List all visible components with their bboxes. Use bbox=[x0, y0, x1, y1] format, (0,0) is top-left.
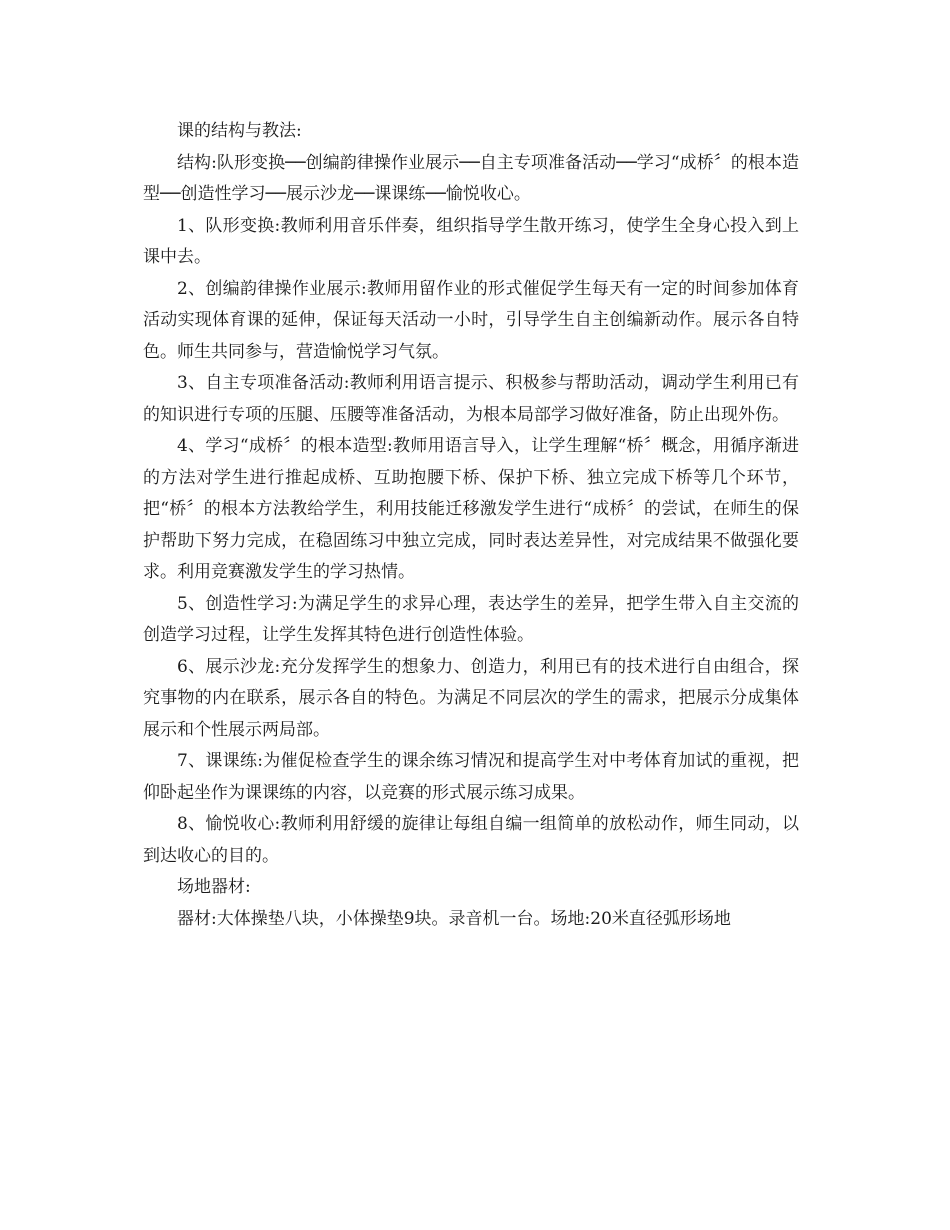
paragraph-step-7: 7、课课练:为催促检查学生的课余练习情况和提高学生对中考体育加试的重视，把仰卧起坐作为课课练的内容，以竞赛的形式展示练习成果。 bbox=[143, 751, 799, 803]
paragraph-step-3: 3、自主专项准备活动:教师利用语言提示、积极参与帮助活动，调动学生利用已有的知识进行专项的压腿、压腰等准备活动，为根本局部学习做好准备，防止出现外伤。 bbox=[143, 373, 799, 425]
heading-structure-method: 课的结构与教法: bbox=[177, 121, 302, 141]
paragraph-step-2: 2、创编韵律操作业展示:教师用留作业的形式催促学生每天有一定的时间参加体育活动实现体育课的延伸，保证每天活动一小时，引导学生自主创编新动作。展示各自特色。师生共同参与，营造愉悦学习气氛。 bbox=[143, 278, 799, 362]
paragraph-step-8: 8、愉悦收心:教师利用舒缓的旋律让每组自编一组简单的放松动作，师生同动，以到达收心的目的。 bbox=[143, 814, 799, 866]
paragraph-step-5: 5、创造性学习:为满足学生的求异心理，表达学生的差异，把学生带入自主交流的创造学习过程，让学生发挥其特色进行创造性体验。 bbox=[143, 593, 799, 645]
paragraph-structure: 结构:队形变换──创编韵律操作业展示──自主专项准备活动──学习“成桥〞的根本造型──创造性学习──展示沙龙──课课练──愉悦收心。 bbox=[143, 152, 799, 204]
paragraph-step-6: 6、展示沙龙:充分发挥学生的想象力、创造力，利用已有的技术进行自由组合，探究事物的内在联系，展示各自的特色。为满足不同层次的学生的需求，把展示分成集体展示和个性展示两局部。 bbox=[143, 656, 799, 740]
paragraph-equipment: 器材:大体操垫八块，小体操垫9块。录音机一台。场地:20米直径弧形场地 bbox=[177, 908, 731, 929]
paragraph-step-1: 1、队形变换:教师利用音乐伴奏，组织指导学生散开练习，使学生全身心投入到上课中去。 bbox=[143, 215, 799, 267]
paragraph-step-4: 4、学习“成桥〞的根本造型:教师用语言导入，让学生理解“桥〞概念，用循序渐进的方法对学生进行推起成桥、互助抱腰下桥、保护下桥、独立完成下桥等几个环节，把“桥〞的根本方法教给学生，利用技能迁移激发学生进行“成桥〞的尝试，在师生的保护帮助下努力完成，在稳固练习中独立完成，同时表达差异性，对完成结果不做强化要求。利用竞赛激发学生的学习热情。 bbox=[143, 436, 799, 582]
heading-venue-equipment: 场地器材: bbox=[177, 877, 251, 897]
document-body bbox=[143, 116, 799, 935]
